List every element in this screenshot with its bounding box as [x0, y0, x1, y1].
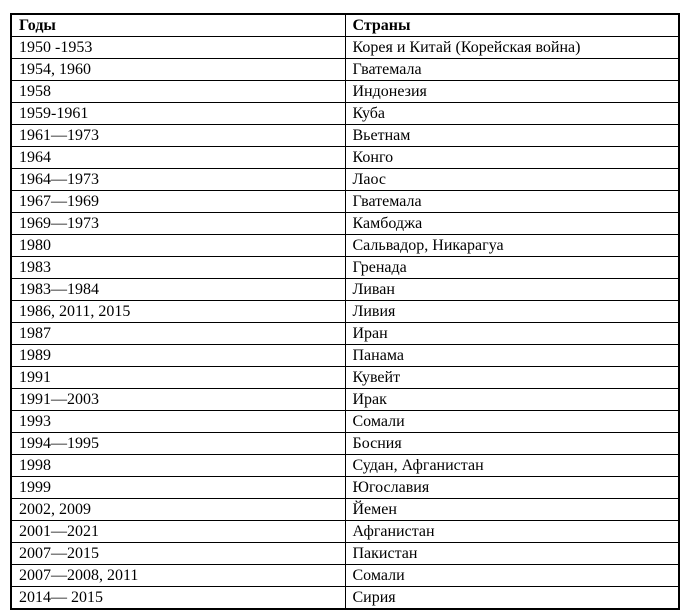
table-row — [11, 477, 679, 499]
countries-cell: Гренада — [345, 257, 679, 279]
years-cell: 2002, 2009 — [11, 499, 345, 521]
table-row — [11, 587, 679, 610]
countries-cell: Сомали — [345, 411, 679, 433]
countries-cell: Сирия — [345, 587, 679, 610]
years-countries-table — [10, 13, 680, 610]
years-cell: 1986, 2011, 2015 — [11, 301, 345, 323]
countries-cell: Гватемала — [345, 191, 679, 213]
countries-cell: Камбоджа — [345, 213, 679, 235]
table-row — [11, 279, 679, 301]
table-row — [11, 499, 679, 521]
years-cell: 1999 — [11, 477, 345, 499]
years-cell: 1954, 1960 — [11, 59, 345, 81]
years-cell: 1959-1961 — [11, 103, 345, 125]
years-cell: 2014— 2015 — [11, 587, 345, 610]
years-cell: 1991—2003 — [11, 389, 345, 411]
table-row — [11, 433, 679, 455]
years-cell: 1964—1973 — [11, 169, 345, 191]
countries-cell: Ирак — [345, 389, 679, 411]
countries-cell: Вьетнам — [345, 125, 679, 147]
table-row — [11, 301, 679, 323]
table-row — [11, 543, 679, 565]
years-cell: 1993 — [11, 411, 345, 433]
countries-cell: Индонезия — [345, 81, 679, 103]
years-cell: 1964 — [11, 147, 345, 169]
countries-cell: Афганистан — [345, 521, 679, 543]
column-header-countries: Страны — [345, 14, 679, 37]
countries-cell: Конго — [345, 147, 679, 169]
countries-cell: Лаос — [345, 169, 679, 191]
years-cell: 1958 — [11, 81, 345, 103]
table-row — [11, 323, 679, 345]
table-row — [11, 565, 679, 587]
table-header-row — [11, 14, 679, 37]
table-row — [11, 389, 679, 411]
years-cell: 1989 — [11, 345, 345, 367]
table-row — [11, 37, 679, 59]
countries-cell: Кувейт — [345, 367, 679, 389]
table-row — [11, 257, 679, 279]
table-row — [11, 213, 679, 235]
years-cell: 1998 — [11, 455, 345, 477]
table-row — [11, 147, 679, 169]
table-row — [11, 81, 679, 103]
table-row — [11, 125, 679, 147]
table-row — [11, 235, 679, 257]
table-row — [11, 103, 679, 125]
table-row — [11, 455, 679, 477]
years-cell: 1991 — [11, 367, 345, 389]
table-row — [11, 411, 679, 433]
countries-cell: Корея и Китай (Корейская война) — [345, 37, 679, 59]
years-cell: 1961—1973 — [11, 125, 345, 147]
countries-cell: Куба — [345, 103, 679, 125]
countries-cell: Пакистан — [345, 543, 679, 565]
countries-cell: Югославия — [345, 477, 679, 499]
countries-cell: Сальвадор, Никарагуа — [345, 235, 679, 257]
years-cell: 1950 -1953 — [11, 37, 345, 59]
countries-cell: Ливан — [345, 279, 679, 301]
years-cell: 2007—2015 — [11, 543, 345, 565]
years-cell: 1987 — [11, 323, 345, 345]
years-cell: 1994—1995 — [11, 433, 345, 455]
countries-cell: Иран — [345, 323, 679, 345]
countries-cell: Ливия — [345, 301, 679, 323]
countries-cell: Панама — [345, 345, 679, 367]
table-row — [11, 191, 679, 213]
table-row — [11, 59, 679, 81]
years-cell: 2007—2008, 2011 — [11, 565, 345, 587]
countries-cell: Гватемала — [345, 59, 679, 81]
years-cell: 2001—2021 — [11, 521, 345, 543]
countries-cell: Сомали — [345, 565, 679, 587]
countries-cell: Йемен — [345, 499, 679, 521]
years-cell: 1983—1984 — [11, 279, 345, 301]
countries-cell: Босния — [345, 433, 679, 455]
table-row — [11, 169, 679, 191]
table-row — [11, 367, 679, 389]
years-cell: 1969—1973 — [11, 213, 345, 235]
table-row — [11, 521, 679, 543]
countries-cell: Судан, Афганистан — [345, 455, 679, 477]
years-cell: 1980 — [11, 235, 345, 257]
table-row — [11, 345, 679, 367]
column-header-years: Годы — [11, 14, 345, 37]
years-cell: 1983 — [11, 257, 345, 279]
years-cell: 1967—1969 — [11, 191, 345, 213]
